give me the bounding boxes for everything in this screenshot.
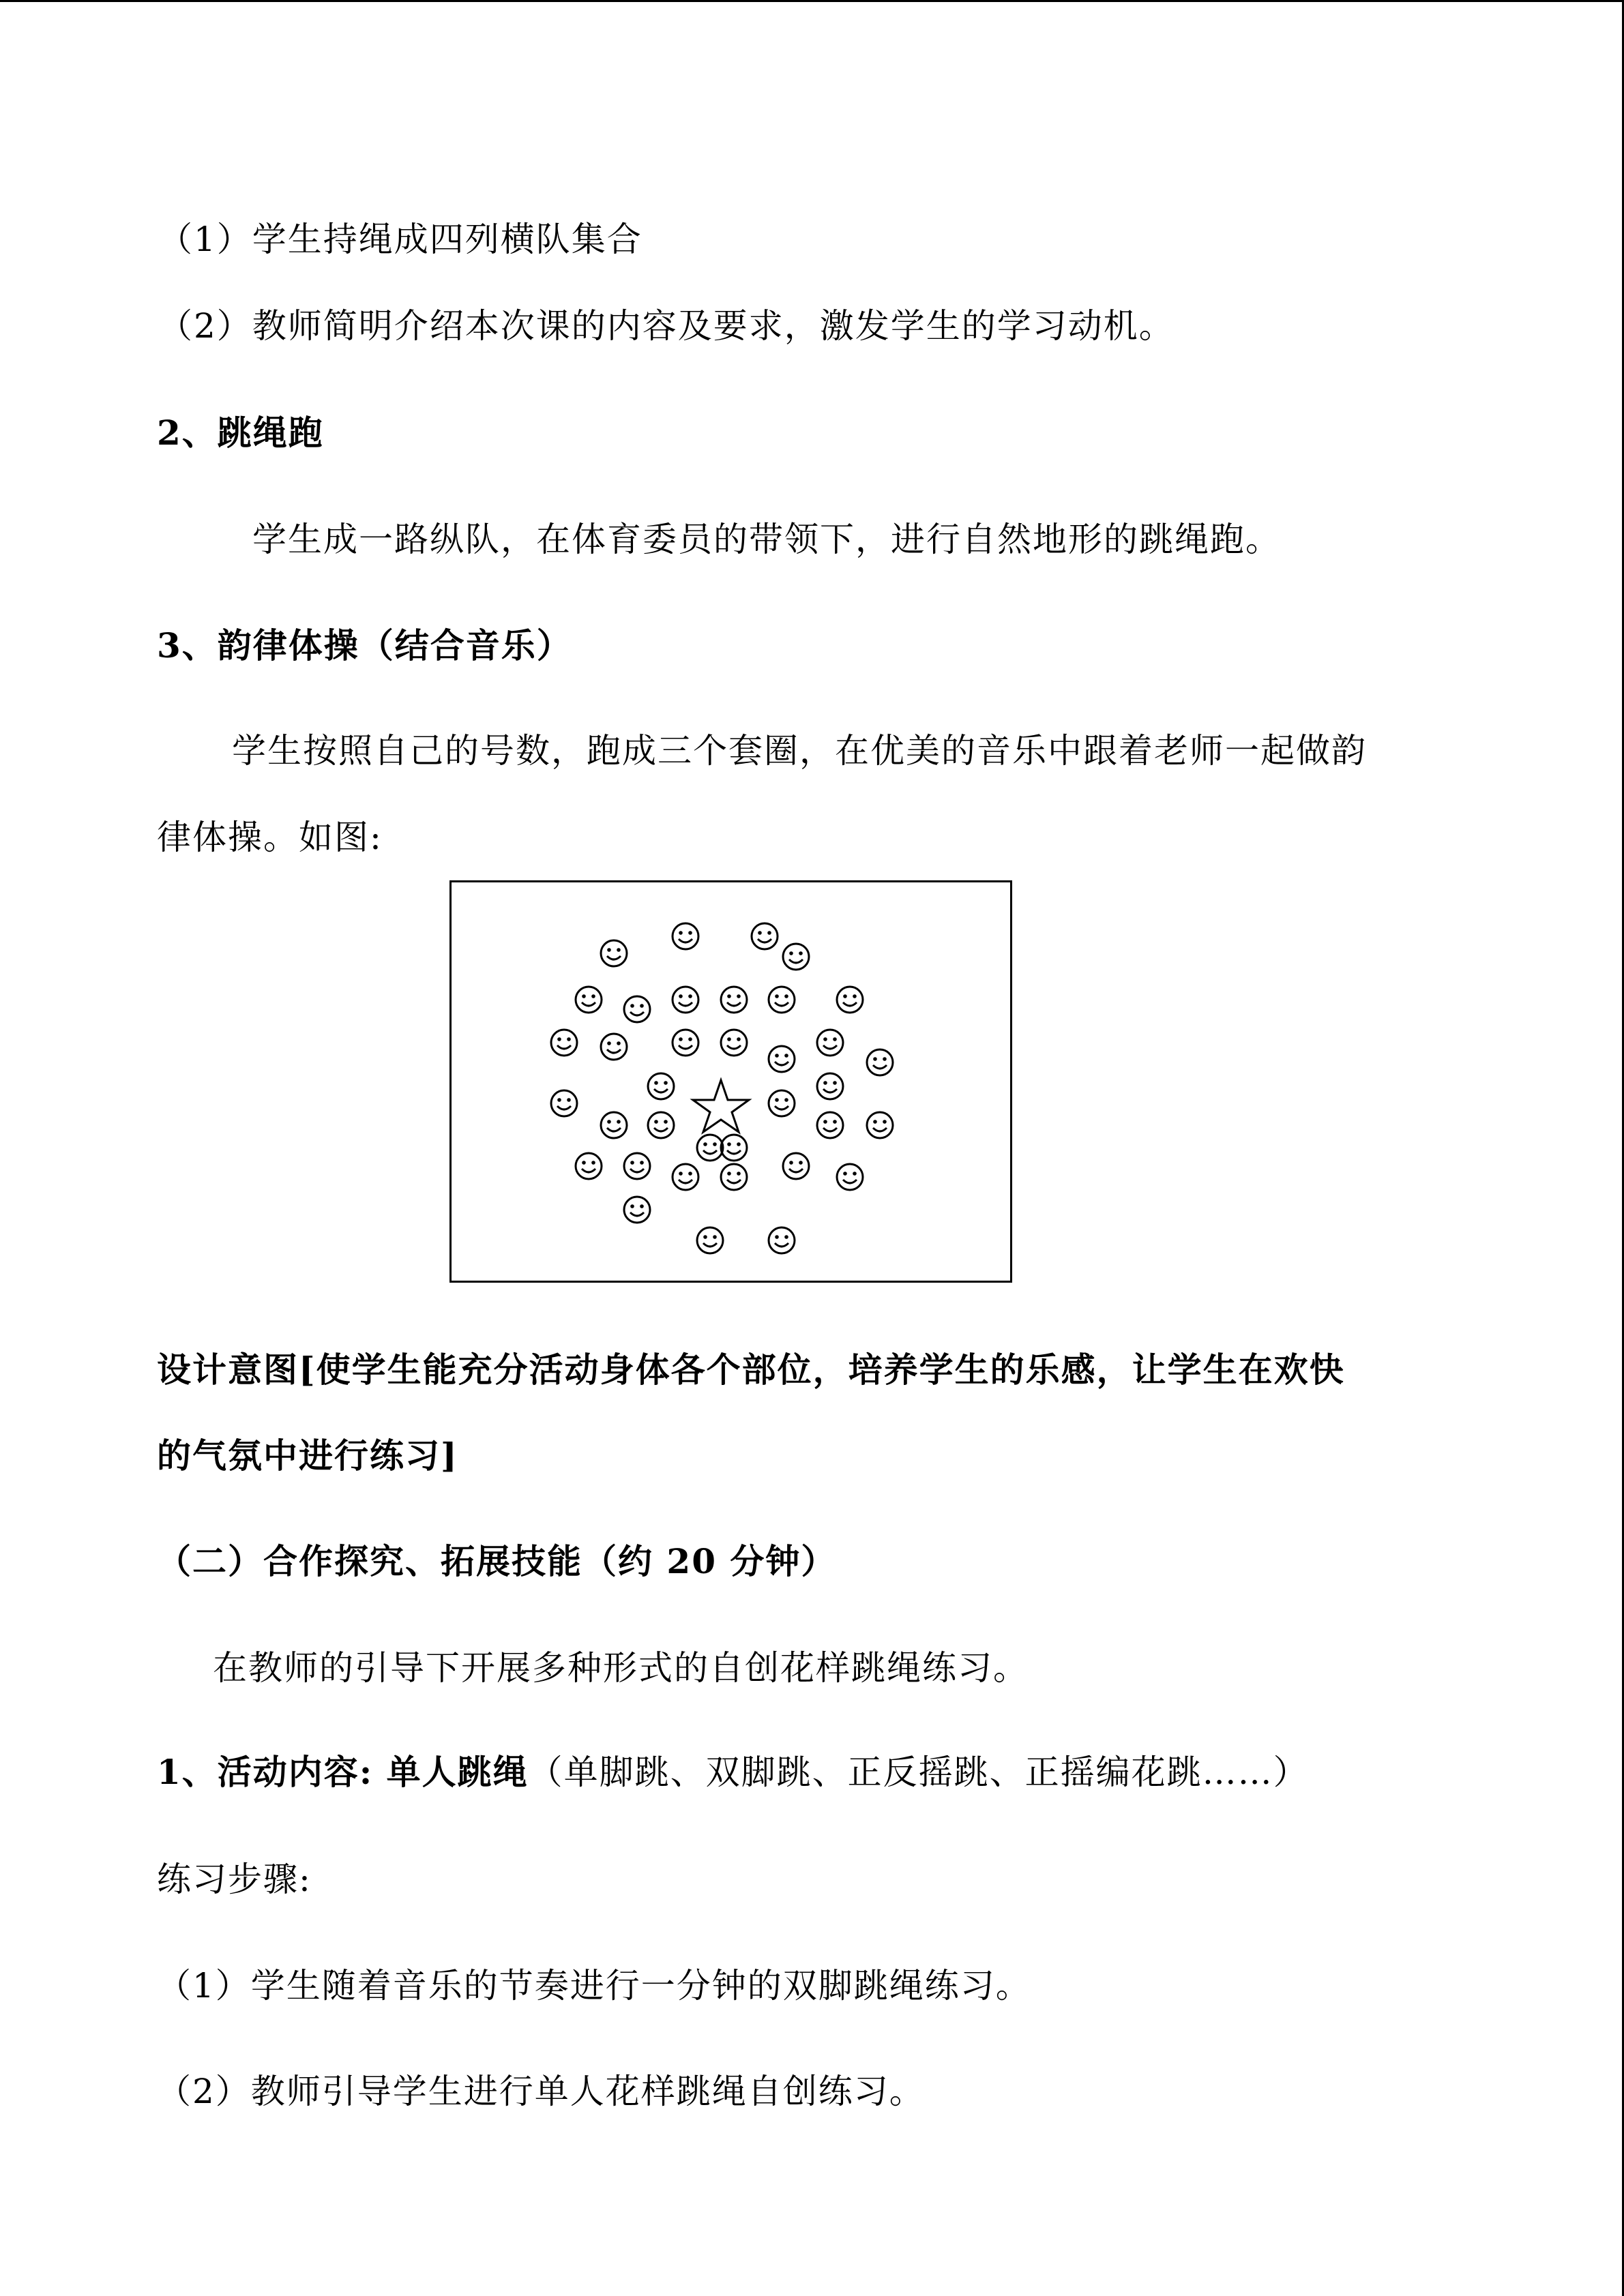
activity-detail: （单脚跳、双脚跳、正反摇跳、正摇编花跳……） [528, 1753, 1309, 1792]
paragraph-line: （1）学生随着音乐的节奏进行一分钟的双脚跳绳练习。 [157, 1966, 1031, 2006]
smiley-icon [648, 1073, 674, 1099]
paragraph-line: （2）教师简明介绍本次课的内容及要求，激发学生的学习动机。 [158, 306, 1175, 346]
smiley-icon [576, 1153, 602, 1179]
paragraph-line: （1）学生持绳成四列横队集合 [158, 220, 643, 259]
smiley-icon [673, 1164, 698, 1190]
smiley-icon [673, 987, 698, 1013]
smiley-icon [721, 1030, 747, 1056]
formation-svg [452, 882, 1014, 1285]
smiley-icon [601, 940, 627, 966]
paragraph-line: 学生成一路纵队，在体育委员的带领下，进行自然地形的跳绳跑。 [252, 520, 1281, 559]
paragraph-line: 练习步骤: [157, 1860, 312, 1899]
star-icon [693, 1080, 749, 1132]
paragraph-line: （2）教师引导学生进行单人花样跳绳自创练习。 [157, 2072, 925, 2111]
smiley-icon [624, 1153, 650, 1179]
smiley-icon [769, 987, 795, 1013]
smiley-icon [783, 1153, 809, 1179]
smiley-icon [551, 1090, 577, 1116]
smiley-icon [601, 1034, 627, 1060]
smiley-icon [601, 1112, 627, 1138]
smiley-icon [817, 1030, 843, 1056]
activity-label: 1、活动内容: 单人跳绳 [157, 1752, 529, 1792]
smiley-icon [752, 923, 778, 949]
smiley-icon [769, 1227, 795, 1253]
smiley-icon [576, 987, 602, 1013]
activity-line [157, 1752, 1309, 1793]
paragraph-line: 律体操。如图: [157, 818, 383, 857]
smiley-icon [624, 996, 650, 1022]
smiley-icon [783, 944, 809, 970]
paragraph-line: 在教师的引导下开展多种形式的自创花样跳绳练习。 [213, 1648, 1029, 1688]
smiley-icon [817, 1112, 843, 1138]
smiley-icon [721, 1135, 747, 1161]
smiley-icon [867, 1112, 893, 1138]
smiley-icon [551, 1030, 577, 1056]
smiley-icon [673, 1030, 698, 1056]
paragraph-line: 学生按照自己的号数，跑成三个套圈，在优美的音乐中跟着老师一起做韵 [232, 731, 1367, 771]
smiley-icon [837, 1164, 863, 1190]
design-intent-line: 设计意图[使学生能充分活动身体各个部位，培养学生的乐感，让学生在欢快 [157, 1350, 1345, 1390]
smiley-icon [673, 923, 698, 949]
formation-diagram [449, 880, 1012, 1283]
smiley-icon [817, 1073, 843, 1099]
smiley-icon [721, 1164, 747, 1190]
section-heading: （二）合作探究、拓展技能（约 20 分钟） [157, 1541, 837, 1581]
smiley-icon [769, 1046, 795, 1072]
smiley-icon [624, 1197, 650, 1223]
smiley-icon [697, 1227, 723, 1253]
smiley-icon [721, 987, 747, 1013]
smiley-icon [837, 987, 863, 1013]
smiley-icon [648, 1112, 674, 1138]
smiley-icon [769, 1090, 795, 1116]
section-heading: 3、韵律体操（结合音乐） [157, 625, 572, 666]
section-heading: 2、跳绳跑 [157, 413, 324, 453]
smiley-icon [867, 1049, 893, 1075]
smiley-icon [697, 1135, 723, 1161]
design-intent-line: 的气氛中进行练习] [157, 1435, 458, 1476]
